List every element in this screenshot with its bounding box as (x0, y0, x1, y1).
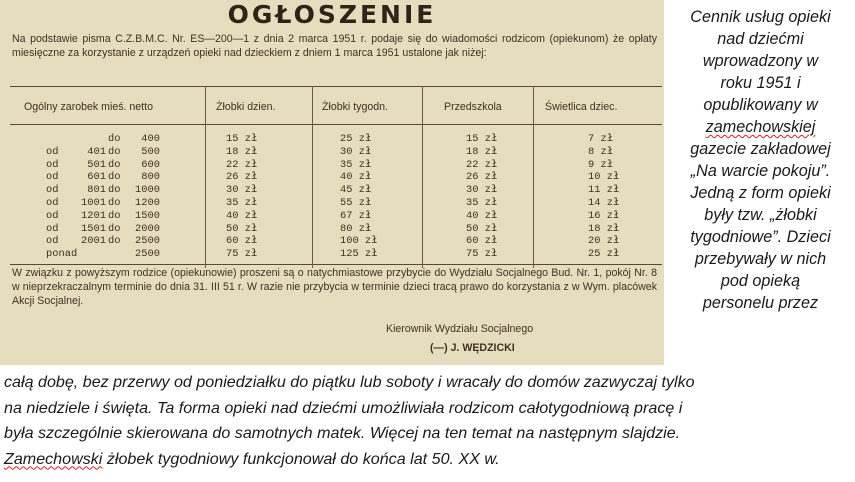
fee-day-room: 16 zł (588, 209, 620, 222)
range-low: 401 (87, 145, 106, 158)
fee-weekly-nursery: 35 zł (340, 158, 372, 171)
range-to-word: do (108, 158, 121, 171)
fee-kindergarten: 15 zł (466, 133, 498, 145)
fee-day-room: 14 zł (588, 197, 620, 209)
range-from-word: od (46, 171, 59, 184)
fee-kindergarten: 26 zł (466, 171, 498, 184)
paragraph-line-rest: żłobek tygodniowy funkcjonował do końca lat 50. XX w. (102, 449, 500, 468)
fee-day-room: 25 zł (588, 248, 620, 261)
range-to-word: do (108, 171, 121, 184)
caption-line: zamechowskiej (705, 118, 816, 136)
column-header-income: Ogólny zarobek mieś. netto (24, 101, 153, 113)
fee-day-room: 11 zł (588, 184, 620, 197)
fee-table-row (0, 248, 664, 261)
range-high: 1200 (135, 197, 160, 209)
range-from-word: od (46, 209, 59, 222)
fee-weekly-nursery: 100 zł (340, 235, 378, 248)
fee-day-room: 7 zł (588, 133, 613, 145)
fee-kindergarten: 30 zł (466, 184, 498, 197)
range-high: 800 (141, 171, 160, 184)
fee-weekly-nursery: 125 zł (340, 248, 378, 261)
fee-day-room: 8 zł (588, 145, 613, 158)
range-from-word: od (46, 158, 59, 171)
column-header-daily-nursery: Żłobki dzien. (216, 101, 276, 113)
range-high: 2500 (135, 248, 160, 261)
fee-table-row (0, 146, 664, 159)
table-header-rule (10, 124, 662, 125)
fee-daily-nursery: 15 zł (226, 133, 258, 145)
fee-weekly-nursery: 67 zł (340, 209, 372, 222)
fee-table-row (0, 210, 664, 223)
caption-line: roku 1951 i (720, 74, 801, 92)
fee-kindergarten: 35 zł (466, 197, 498, 209)
caption-line: tygodniowe”. Dzieci (690, 228, 831, 246)
range-to-word: do (108, 184, 121, 197)
range-low: 1201 (81, 209, 106, 222)
range-to-word: do (108, 145, 121, 158)
column-header-kindergarten: Przedszkola (444, 101, 502, 113)
zamechowski-word: Zamechowski (4, 449, 103, 468)
range-high: 600 (141, 158, 160, 171)
range-high: 2000 (135, 222, 160, 235)
fee-table-row (0, 184, 664, 197)
range-to-word: do (108, 235, 121, 248)
fee-day-room: 9 zł (588, 158, 613, 171)
fee-daily-nursery: 50 zł (226, 222, 258, 235)
caption-line: przebywały w nich (694, 250, 827, 268)
fee-daily-nursery: 30 zł (226, 184, 258, 197)
signature-title: Kierownik Wydziału Socjalnego (386, 323, 534, 335)
range-to-word: do (108, 133, 121, 145)
caption-line: gazecie zakładowej (690, 140, 831, 158)
announcement-footer: W związku z powyższym rodzice (opiekunowie) proszeni są o natychmiastowe przybycie do Wydziału Socjalnego Bud. Nr. 1, pokój Nr. 8 w nieprzekraczalnym terminie do dnia 31. III 51 r. W razie nie przybycia w terminie dzieci tracą prawo do korzystania z w Wym. placówek Akcji Socjalnej. (12, 267, 657, 307)
column-header-day-room: Świetlica dziec. (545, 101, 618, 113)
caption-line: Cennik usług opieki (690, 8, 831, 26)
range-low: 801 (87, 184, 106, 197)
fee-day-room: 20 zł (588, 235, 620, 248)
fee-daily-nursery: 75 zł (226, 248, 258, 261)
fee-day-room: 18 zł (588, 222, 620, 235)
fee-weekly-nursery: 80 zł (340, 222, 372, 235)
fee-daily-nursery: 26 zł (226, 171, 258, 184)
fee-daily-nursery: 18 zł (226, 145, 258, 158)
fee-table-row (0, 171, 664, 184)
caption-line: pod opieką (720, 272, 801, 290)
range-to-word: do (108, 222, 121, 235)
fee-table-row (0, 159, 664, 172)
range-from-word: od (46, 145, 59, 158)
range-high: 1000 (135, 184, 160, 197)
fee-table-row (0, 223, 664, 236)
range-low: 501 (87, 158, 106, 171)
fee-kindergarten: 18 zł (466, 145, 498, 158)
fee-weekly-nursery: 40 zł (340, 171, 372, 184)
announcement-title: OGŁOSZENIE (227, 0, 437, 29)
fee-weekly-nursery: 30 zł (340, 145, 372, 158)
range-high: 400 (141, 133, 160, 145)
column-header-weekly-nursery: Żłobki tygodn. (322, 101, 388, 113)
table-bottom-rule (10, 264, 662, 265)
paragraph-line: na niedziele i święta. Ta forma opieki nad dziećmi umożliwiała rodzicom całotygodniową pracę i (4, 398, 683, 417)
range-to-word: do (108, 197, 121, 209)
paragraph-line (4, 447, 851, 473)
range-low: 1001 (81, 197, 106, 209)
continuation-paragraph (4, 370, 851, 472)
range-from-word: ponad (46, 248, 78, 261)
range-from-word: od (46, 222, 59, 235)
fee-daily-nursery: 22 zł (226, 158, 258, 171)
caption-text (668, 6, 853, 364)
caption-line: wprowadzony w (702, 52, 819, 70)
fee-kindergarten: 50 zł (466, 222, 498, 235)
paragraph-line: całą dobę, bez przerwy od poniedziałku do piątku lub soboty i wracały do domów zazwyczaj tylko (4, 373, 695, 391)
announcement-intro: Na podstawie pisma C.Z.B.M.C. Nr. ES—200—1 z dnia 2 marca 1951 r. podaje się do wiadomości rodzicom (opiekunom) że opłaty miesięczne za korzystanie z urządzeń opieki nad dzieckiem z dniem 1 marca 1951 ustalone jak niżej: (12, 33, 657, 59)
fee-table-row (0, 197, 664, 210)
fee-kindergarten: 22 zł (466, 158, 498, 171)
fee-daily-nursery: 35 zł (226, 197, 258, 209)
range-from-word: od (46, 197, 59, 209)
caption-line: nad dziećmi (717, 30, 804, 48)
fee-table-row (0, 235, 664, 248)
fee-weekly-nursery: 55 zł (340, 197, 372, 209)
range-to-word: do (108, 209, 121, 222)
range-from-word: od (46, 235, 59, 248)
fee-weekly-nursery: 45 zł (340, 184, 372, 197)
range-high: 1500 (135, 209, 160, 222)
fee-daily-nursery: 40 zł (226, 209, 258, 222)
fee-table-row (0, 133, 664, 146)
caption-line: „Na warcie pokoju”. (690, 162, 831, 180)
paragraph-line: była szczególnie skierowana do samotnych matek. Więcej na ten temat na następnym slajdzie. (4, 424, 681, 442)
range-from-word: od (46, 184, 59, 197)
range-low: 601 (87, 171, 106, 184)
range-high: 500 (141, 145, 160, 158)
fee-day-room: 10 zł (588, 171, 620, 184)
signature-name: (—) J. WĘDZICKI (430, 342, 515, 354)
fee-kindergarten: 40 zł (466, 209, 498, 222)
caption-line: były tzw. „żłobki (704, 206, 817, 224)
fee-daily-nursery: 60 zł (226, 235, 258, 248)
caption-line: personelu przez (702, 294, 819, 312)
range-low: 1501 (81, 222, 106, 235)
table-top-rule (10, 86, 662, 87)
fee-kindergarten: 75 zł (466, 248, 498, 261)
caption-line: Jedną z form opieki (690, 184, 831, 202)
fee-weekly-nursery: 25 zł (340, 133, 372, 145)
range-low: 2001 (81, 235, 106, 248)
caption-line: opublikowany w (703, 96, 818, 114)
fee-kindergarten: 60 zł (466, 235, 498, 248)
range-high: 2500 (135, 235, 160, 248)
